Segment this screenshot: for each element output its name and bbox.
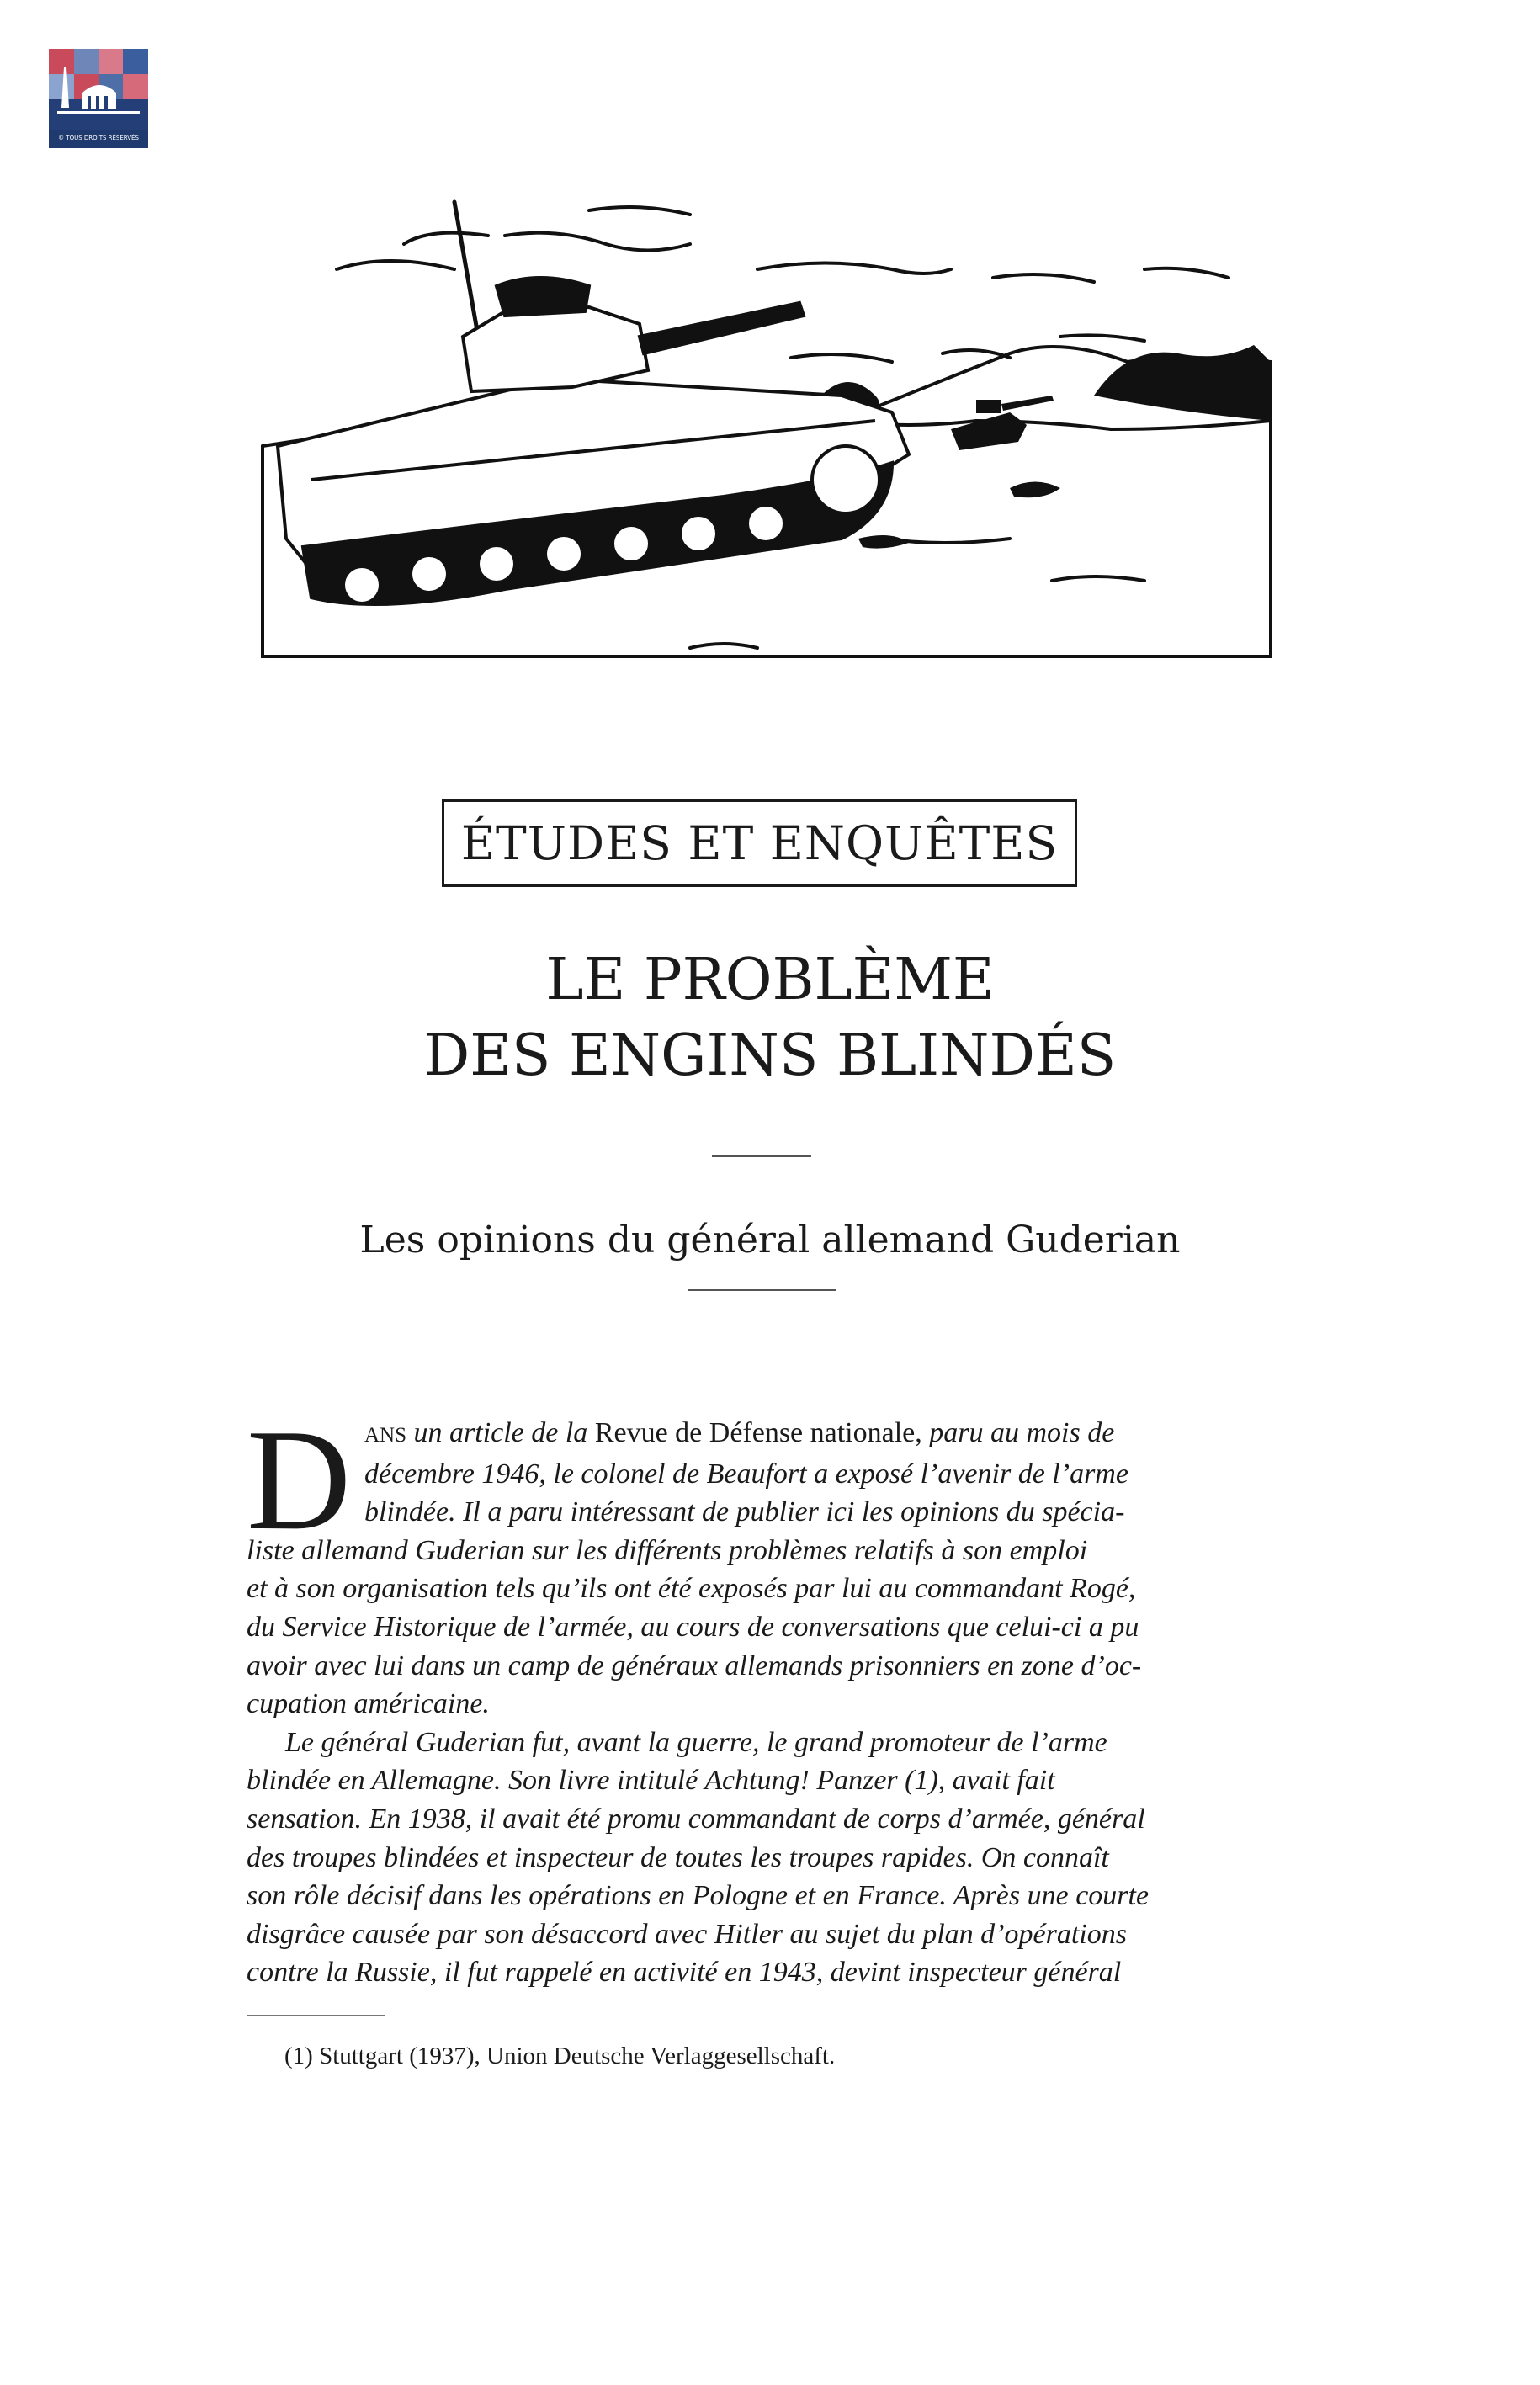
text-line: blindée. Il a paru intéressant de publier ici les opinions du spécia- (364, 1496, 1125, 1528)
text-line: et à son organisation tels qu’ils ont été exposés par lui au commandant Rogé, (247, 1573, 1136, 1605)
text-line: blindée en Allemagne. Son livre intitulé Achtung! Panzer (1), avait fait (247, 1765, 1055, 1797)
paragraph-2-line-1: Le général Guderian fut, avant la guerre, le grand promoteur de l’arme (285, 1726, 1107, 1758)
text-line: du Service Historique de l’armée, au cours de conversations que celui-ci a pu (247, 1611, 1139, 1643)
heritage-building-emblem-icon (49, 49, 148, 148)
title-line-1: LE PROBLÈME (545, 947, 995, 1013)
lead-text-end: paru au mois de (921, 1417, 1115, 1448)
text-line: avoir avec lui dans un camp de généraux allemands prisonniers en zone d’oc- (247, 1649, 1142, 1681)
logo-caption: © TOUS DROITS RÉSERVÉS (58, 135, 139, 141)
title-line-2: DES ENGINS BLINDÉS (423, 1023, 1117, 1089)
article-title (252, 943, 1288, 1094)
article-subtitle: Les opinions du général allemand Guderian (359, 1219, 1181, 1262)
journal-title: Revue de Défense nationale, (594, 1417, 922, 1448)
lead-smallcaps: ANS (364, 1424, 407, 1447)
drop-cap: D (247, 1400, 352, 1560)
text-line: décembre 1946, le colonel de Beaufort a exposé l’avenir de l’arme (364, 1458, 1128, 1490)
paragraph-1-line-1 (247, 1414, 1283, 1455)
text-line: disgrâce causée par son désaccord avec Hitler au sujet du plan d’opérations (247, 1918, 1127, 1950)
text-line: liste allemand Guderian sur les différents problèmes relatifs à son emploi (247, 1534, 1088, 1566)
text-line: sensation. En 1938, il avait été promu commandant de corps d’armée, général (247, 1803, 1145, 1835)
subtitle-divider (688, 1289, 836, 1291)
section-label: ÉTUDES ET ENQUÊTES (442, 799, 1077, 887)
footnote-separator (247, 2015, 385, 2016)
title-divider (712, 1155, 811, 1157)
tank-in-desert-illustration-icon (252, 143, 1288, 682)
text-line: cupation américaine. (247, 1688, 490, 1720)
footnote: (1) Stuttgart (1937), Union Deutsche Verlaggesellschaft. (284, 2042, 836, 2069)
text-line: des troupes blindées et inspecteur de toutes les troupes rapides. On connaît (247, 1841, 1109, 1873)
text-line: son rôle décisif dans les opérations en Pologne et en France. Après une courte (247, 1880, 1150, 1912)
text-line: contre la Russie, il fut rappelé en activité en 1943, devint inspecteur général (247, 1957, 1122, 1989)
publisher-logo (49, 49, 148, 148)
tank-illustration (252, 143, 1288, 682)
article-body (247, 1400, 1283, 1992)
lead-text: un article de la (406, 1417, 595, 1448)
